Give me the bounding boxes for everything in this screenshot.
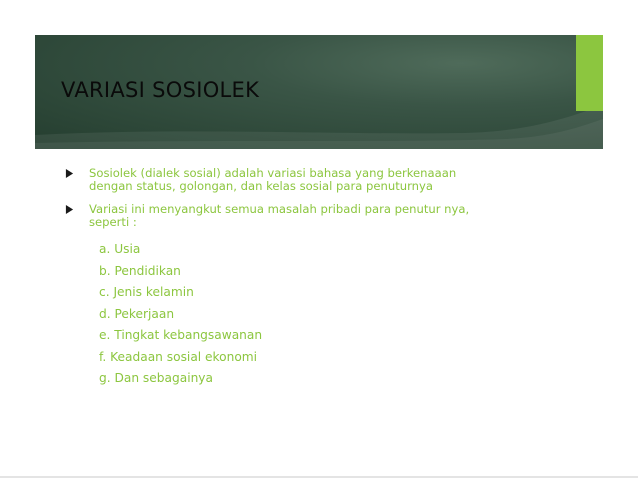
sub-item: d. Pekerjaan bbox=[99, 306, 175, 321]
sub-item: b. Pendidikan bbox=[99, 263, 181, 278]
sub-item: g. Dan sebagainya bbox=[99, 371, 213, 385]
slide-content bbox=[65, 167, 495, 390]
accent-bar bbox=[576, 35, 603, 111]
sub-item: c. Jenis kelamin bbox=[99, 285, 194, 299]
sub-item: a. Usia bbox=[99, 242, 141, 256]
triangle-right-icon bbox=[65, 205, 74, 214]
slide-title: VARIASI SOSIOLEK bbox=[61, 78, 260, 102]
bullet-text: Sosiolek (dialek sosial) adalah variasi bahasa yang berkenaaan dengan status, golongan, dan kelas sosial para penuturnya bbox=[89, 166, 457, 193]
sub-item: e. Tingkat kebangsawanan bbox=[99, 328, 263, 342]
bottom-divider bbox=[0, 476, 638, 478]
bullet-item bbox=[65, 203, 495, 229]
bullet-text: Variasi ini menyangkut semua masalah pribadi para penutur nya, seperti : bbox=[89, 202, 470, 229]
sub-item-list bbox=[65, 239, 495, 390]
triangle-right-icon bbox=[65, 169, 74, 178]
sub-item: f. Keadaan sosial ekonomi bbox=[99, 349, 258, 364]
bullet-item bbox=[65, 167, 495, 193]
